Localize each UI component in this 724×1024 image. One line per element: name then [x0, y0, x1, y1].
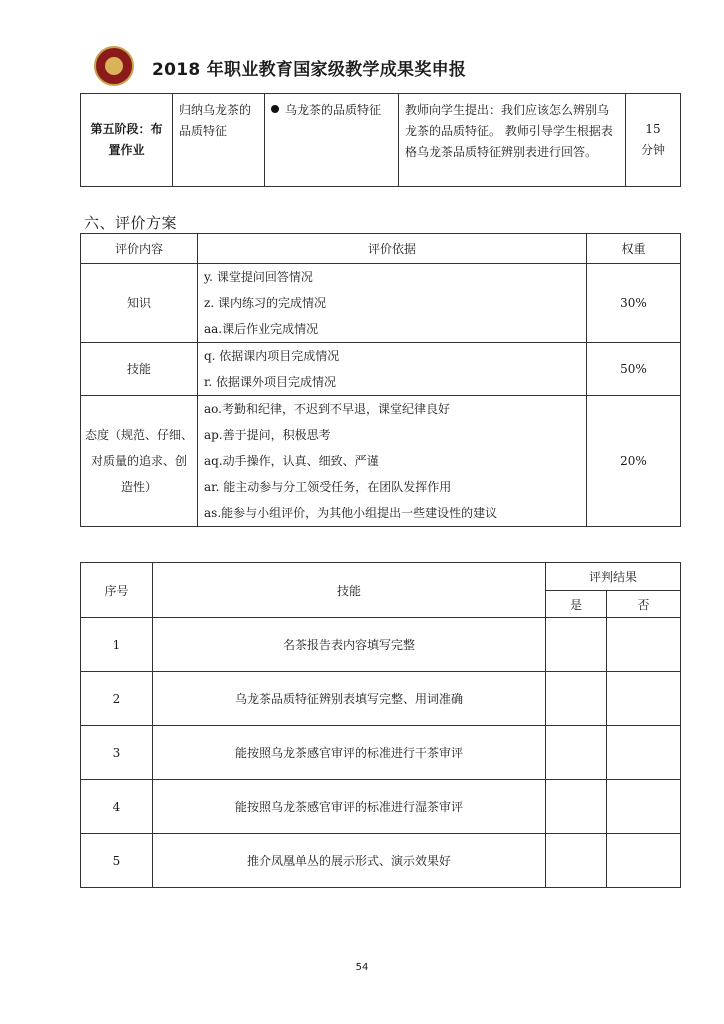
skill-text: 推介凤凰单丛的展示形式、演示效果好: [153, 834, 546, 888]
skill-number: 5: [81, 834, 153, 888]
skill-number: 3: [81, 726, 153, 780]
category-knowledge: 知识: [81, 264, 198, 343]
header-result: 评判结果: [546, 563, 681, 591]
table-row: [81, 726, 681, 780]
page-header: [94, 42, 654, 92]
basis-item: aa.课后作业完成情况: [204, 322, 319, 336]
skill-text: 乌龙茶品质特征辨别表填写完整、用词准确: [153, 672, 546, 726]
result-yes-cell: [546, 672, 607, 726]
duration-value: 15: [645, 122, 661, 136]
skill-number: 4: [81, 780, 153, 834]
skill-text: 能按照乌龙茶感官审评的标准进行干茶审评: [153, 726, 546, 780]
table-row: [81, 264, 681, 343]
table-row: [81, 396, 681, 527]
table-row: [81, 343, 681, 396]
stage-name: 第五阶段：布置作业: [81, 94, 173, 187]
table-header-row: [81, 234, 681, 264]
header-number: 序号: [81, 563, 153, 618]
evaluation-table: [80, 233, 681, 527]
basis-item: ap.善于提问，积极思考: [204, 428, 331, 442]
stage-activity: 教师向学生提出：我们应该怎么辨别乌龙茶的品质特征。 教师引导学生根据表格乌龙茶品质特征辨别表进行回答。: [399, 94, 626, 187]
table-row: [81, 834, 681, 888]
header-basis: 评价依据: [198, 234, 587, 264]
stage-table: [80, 93, 681, 187]
header-no: 否: [607, 591, 681, 618]
result-no-cell: [607, 726, 681, 780]
basis-item: aq.动手操作，认真、细致、严谨: [204, 454, 379, 468]
weight-skill: 50%: [587, 343, 681, 396]
stage-task: 归纳乌龙茶的品质特征: [173, 94, 265, 187]
skill-text: 名茶报告表内容填写完整: [153, 618, 546, 672]
skills-table: [80, 562, 681, 888]
basis-item: z. 课内练习的完成情况: [204, 296, 326, 310]
skill-text: 能按照乌龙茶感官审评的标准进行湿茶审评: [153, 780, 546, 834]
category-skill: 技能: [81, 343, 198, 396]
weight-knowledge: 30%: [587, 264, 681, 343]
category-attitude: 态度（规范、仔细、 对质量的追求、创 造性）: [81, 396, 198, 527]
result-yes-cell: [546, 834, 607, 888]
basis-item: y. 课堂提问回答情况: [204, 270, 313, 284]
skill-number: 2: [81, 672, 153, 726]
basis-attitude: [198, 396, 587, 527]
result-no-cell: [607, 672, 681, 726]
result-yes-cell: [546, 780, 607, 834]
weight-attitude: 20%: [587, 396, 681, 527]
bullet-icon: [271, 105, 279, 113]
duration-unit: 分钟: [640, 143, 665, 157]
result-yes-cell: [546, 618, 607, 672]
header-yes: 是: [546, 591, 607, 618]
result-yes-cell: [546, 726, 607, 780]
header-content: 评价内容: [81, 234, 198, 264]
skill-number: 1: [81, 618, 153, 672]
basis-knowledge: [198, 264, 587, 343]
basis-item: as.能参与小组评价，为其他小组提出一些建设性的建议: [204, 506, 498, 520]
basis-item: q. 依据课内项目完成情况: [204, 349, 340, 363]
table-row: [81, 94, 681, 187]
basis-item: r. 依据课外项目完成情况: [204, 375, 337, 389]
result-no-cell: [607, 780, 681, 834]
table-row: [81, 672, 681, 726]
stage-content: 乌龙茶的品质特征: [265, 94, 399, 187]
table-row: [81, 780, 681, 834]
result-no-cell: [607, 618, 681, 672]
page-number: 54: [355, 962, 369, 973]
table-header-row: [81, 563, 681, 591]
basis-skill: [198, 343, 587, 396]
header-weight: 权重: [587, 234, 681, 264]
table-row: [81, 618, 681, 672]
header-title: 2018 年职业教育国家级教学成果奖申报: [152, 60, 467, 80]
stage-duration: [626, 94, 681, 187]
header-skill: 技能: [153, 563, 546, 618]
basis-item: ar. 能主动参与分工领受任务，在团队发挥作用: [204, 480, 452, 494]
result-no-cell: [607, 834, 681, 888]
basis-item: ao.考勤和纪律，不迟到不早退，课堂纪律良好: [204, 402, 450, 416]
section-title: 六、评价方案: [84, 214, 178, 232]
school-emblem-icon: [94, 46, 134, 86]
